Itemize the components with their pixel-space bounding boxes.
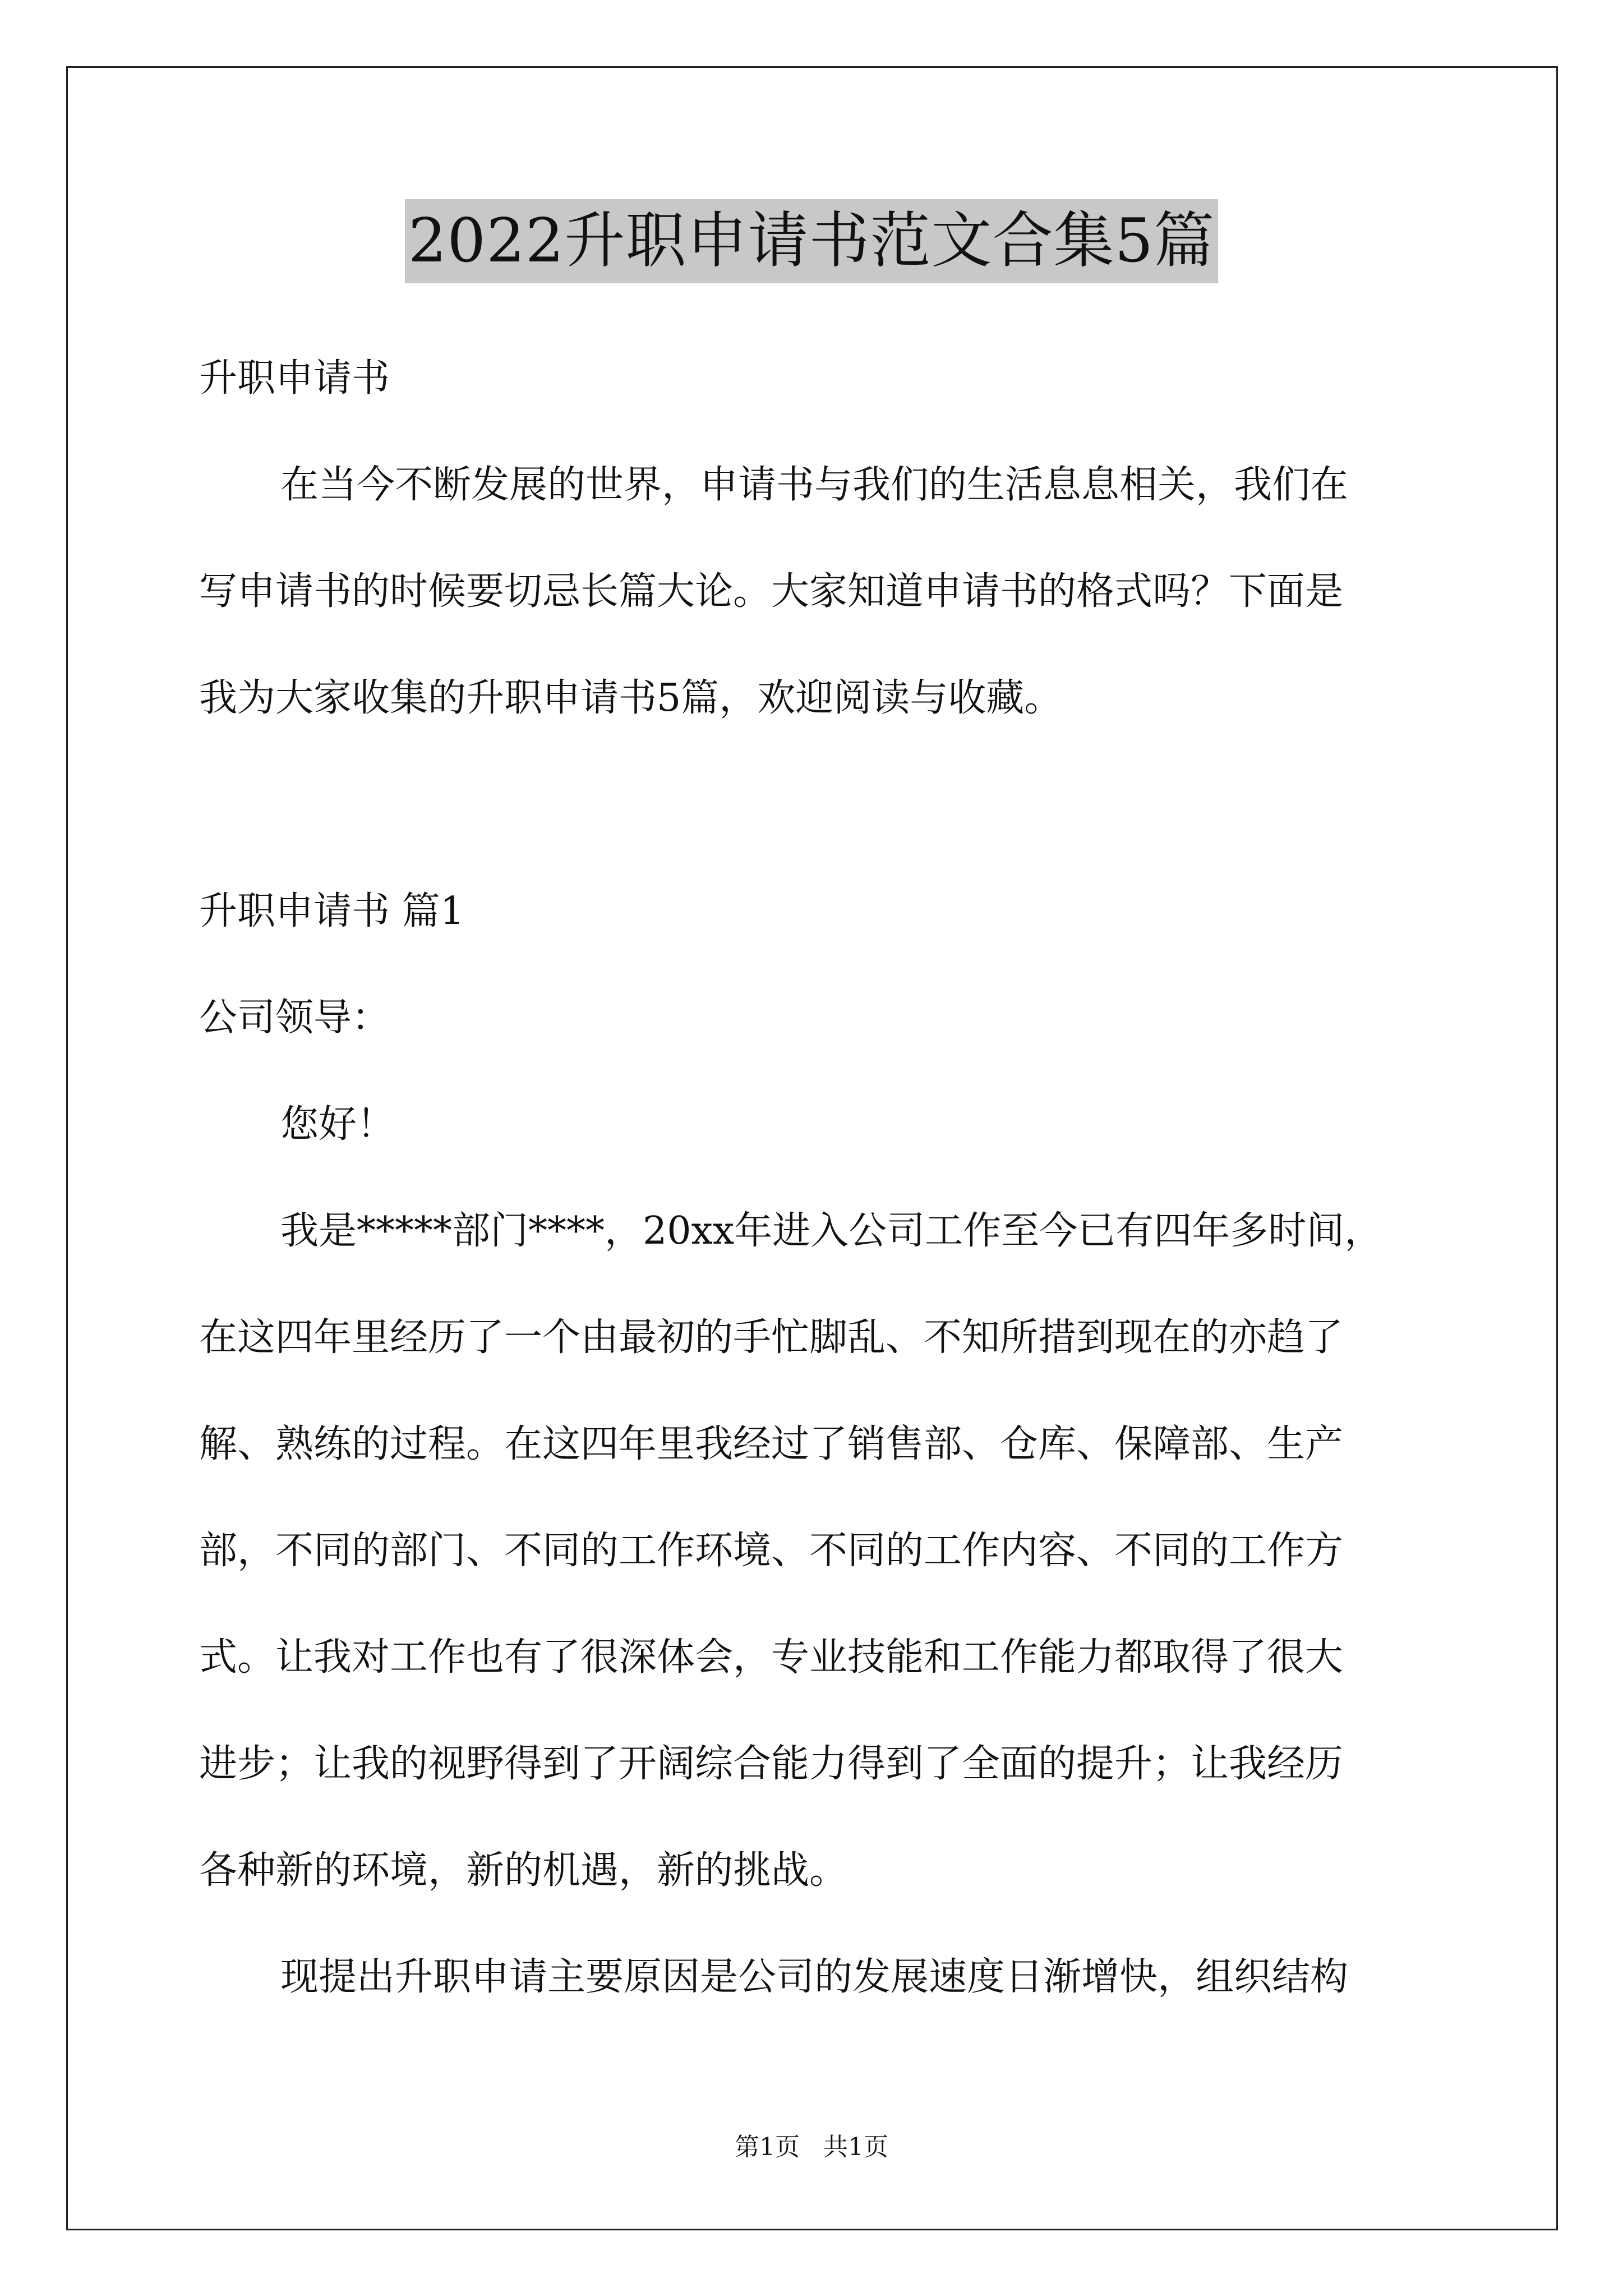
- paragraph-line: 现提出升职申请主要原因是公司的发展速度日渐增快，组织结构: [280, 1955, 1349, 1999]
- title-container: [0, 199, 1623, 283]
- paragraph-line: 在当今不断发展的世界，申请书与我们的生活息息相关，我们在: [280, 463, 1349, 507]
- paragraph-line: 各种新的环境，新的机遇，新的挑战。: [199, 1848, 848, 1893]
- paragraph-line: 解、熟练的过程。在这四年里我经过了销售部、仓库、保障部、生产: [199, 1422, 1344, 1466]
- section-heading: 升职申请书: [199, 356, 390, 401]
- paragraph-line: 我是*****部门****，20xx年进入公司工作至今已有四年多时间，: [280, 1209, 1383, 1253]
- paragraph-line: 进步；让我的视野得到了开阔综合能力得到了全面的提升；让我经历: [199, 1742, 1344, 1786]
- page-footer: 第1页 共1页: [735, 2133, 888, 2161]
- salutation: 公司领导：: [199, 996, 390, 1040]
- paragraph-line: 我为大家收集的升职申请书5篇，欢迎阅读与收藏。: [199, 676, 1063, 720]
- greeting: 您好！: [280, 1102, 395, 1147]
- paragraph-line: 部，不同的部门、不同的工作环境、不同的工作内容、不同的工作方: [199, 1529, 1344, 1573]
- article-heading: 升职申请书 篇1: [199, 889, 464, 933]
- paragraph-line: 式。让我对工作也有了很深体会，专业技能和工作能力都取得了很大: [199, 1635, 1344, 1680]
- document-title: 2022升职申请书范文合集5篇: [405, 199, 1219, 283]
- paragraph-line: 写申请书的时候要切忌长篇大论。大家知道申请书的格式吗？下面是: [199, 569, 1344, 614]
- paragraph-line: 在这四年里经历了一个由最初的手忙脚乱、不知所措到现在的亦趋了: [199, 1315, 1344, 1360]
